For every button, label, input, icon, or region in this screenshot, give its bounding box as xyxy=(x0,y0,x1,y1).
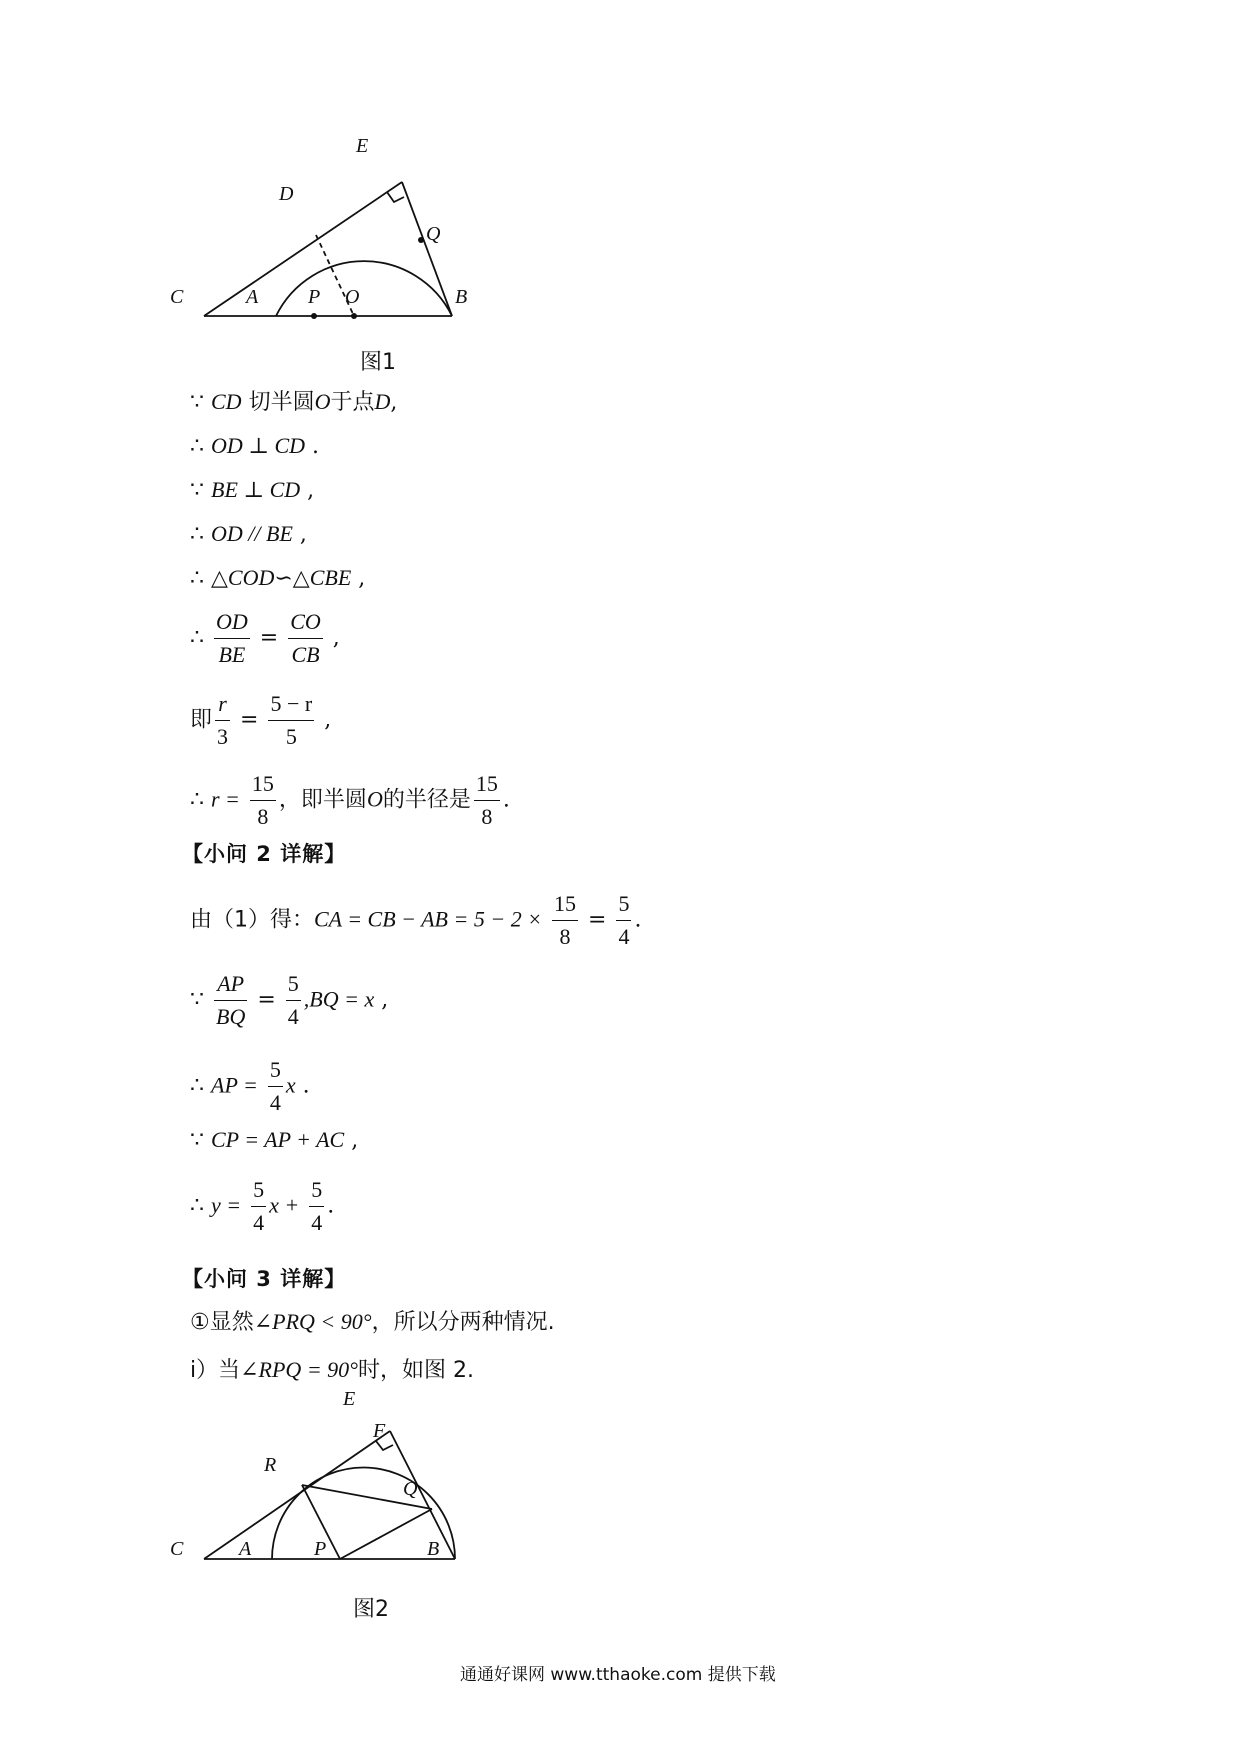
denominator: 4 xyxy=(311,1210,323,1235)
label-C: C xyxy=(170,286,184,308)
denominator: 8 xyxy=(559,924,571,949)
right-angle-mark-E xyxy=(376,1441,393,1450)
punct: . xyxy=(502,787,510,813)
therefore-symbol: ∴ xyxy=(190,522,204,547)
right-angle-mark-E xyxy=(387,192,404,202)
proof-line-1 xyxy=(190,388,397,417)
punct: . xyxy=(634,907,642,933)
label-R: R xyxy=(264,1454,277,1476)
label-A: A xyxy=(246,286,259,308)
text-see-figure-2: 时，如图 2. xyxy=(357,1358,474,1383)
math-CD: CD xyxy=(211,389,242,414)
math-CA-expression: CA = CB − AB = 5 − 2 × xyxy=(314,906,543,932)
fraction-15-8 xyxy=(552,890,578,951)
math-similar-triangles: △COD∽△CBE xyxy=(211,565,352,590)
label-F: F xyxy=(373,1420,386,1442)
numerator: 15 xyxy=(474,770,500,801)
point-P xyxy=(311,313,317,319)
fraction-5-4 xyxy=(616,890,631,951)
numerator: OD xyxy=(214,608,250,639)
math-r-equals: r = xyxy=(211,786,240,812)
numerator: r xyxy=(215,690,230,721)
therefore-symbol: ∴ xyxy=(190,787,204,813)
label-B: B xyxy=(427,1538,440,1560)
proof-line-15 xyxy=(190,1356,474,1385)
therefore-symbol: ∴ xyxy=(190,1193,204,1219)
fraction-15-8 xyxy=(250,770,276,831)
because-symbol: ∵ xyxy=(190,1128,204,1153)
denominator: CB xyxy=(291,642,320,667)
proof-line-9 xyxy=(190,890,641,951)
fraction-AP-BQ xyxy=(214,970,247,1031)
figure-2 xyxy=(170,1388,520,1585)
footer-watermark: 通通好课网 www.tthaoke.com 提供下载 xyxy=(460,1665,776,1685)
point-Q xyxy=(418,237,424,243)
fraction-CO-CB xyxy=(288,608,323,669)
denominator: 4 xyxy=(287,1004,299,1029)
label-C: C xyxy=(170,1538,184,1560)
punct: , xyxy=(358,566,366,591)
text-tangent: 切半圆 xyxy=(248,390,315,415)
label-E: E xyxy=(356,135,369,157)
text-at-point: 于点 xyxy=(330,390,375,415)
proof-line-2 xyxy=(190,432,319,461)
fraction-5-4-const xyxy=(309,1176,324,1237)
label-D: D xyxy=(279,183,294,205)
section-heading-3: 【小问 3 详解】 xyxy=(182,1267,347,1291)
equals: = xyxy=(257,987,276,1013)
fraction-5-4 xyxy=(268,1056,283,1117)
fraction-OD-BE xyxy=(214,608,250,669)
text-case-i: i）当 xyxy=(190,1358,241,1383)
fraction-15-8-result xyxy=(474,770,500,831)
math-angle-PRQ: ∠PRQ < 90° xyxy=(253,1309,372,1334)
math-O: O xyxy=(314,389,331,414)
text-obviously: ①显然 xyxy=(190,1310,254,1335)
proof-line-6 xyxy=(190,608,340,669)
math-AP-equals: AP = xyxy=(211,1072,258,1098)
math-CP-sum: CP = AP + AC xyxy=(211,1127,345,1152)
numerator: 5 xyxy=(268,1056,283,1087)
label-A: A xyxy=(239,1538,252,1560)
text-two-cases: ，所以分两种情况. xyxy=(371,1310,555,1335)
numerator: 5 xyxy=(251,1176,266,1207)
denominator: 4 xyxy=(253,1210,265,1235)
text-radius-intro: ，即半圆 xyxy=(278,787,367,813)
punct: , xyxy=(381,987,389,1013)
math-BQ-equals-x: ,BQ = x xyxy=(303,986,375,1012)
math-OD-parallel-BE: OD // BE xyxy=(211,521,293,546)
denominator: 8 xyxy=(481,804,493,829)
equals: = xyxy=(240,707,259,733)
denominator: BE xyxy=(218,642,246,667)
denominator: 3 xyxy=(217,724,229,749)
fraction-5-4 xyxy=(286,970,301,1031)
numerator: 5 xyxy=(616,890,631,921)
proof-line-13 xyxy=(190,1176,334,1237)
because-symbol: ∵ xyxy=(190,987,204,1013)
line-EB xyxy=(402,182,452,316)
proof-line-11 xyxy=(190,1056,310,1117)
math-x: x xyxy=(285,1072,296,1098)
denominator: 5 xyxy=(285,724,297,749)
proof-line-14 xyxy=(190,1308,555,1337)
because-symbol: ∵ xyxy=(190,390,204,415)
punct: . xyxy=(312,434,320,459)
line-PQ xyxy=(340,1509,432,1559)
equals: = xyxy=(259,625,279,651)
figure-2-caption: 图2 xyxy=(353,1597,389,1622)
punct: , xyxy=(332,625,340,651)
line-EB xyxy=(390,1431,455,1559)
figure-1-caption: 图1 xyxy=(360,350,396,375)
text-namely: 即 xyxy=(190,707,213,733)
math-x-plus: x + xyxy=(269,1192,300,1218)
because-symbol: ∵ xyxy=(190,478,204,503)
label-E: E xyxy=(343,1388,356,1410)
numerator: AP xyxy=(214,970,247,1001)
punct: , xyxy=(390,390,398,415)
proof-line-8 xyxy=(190,770,510,831)
therefore-symbol: ∴ xyxy=(190,566,204,591)
numerator: 5 xyxy=(286,970,301,1001)
punct: , xyxy=(299,522,307,547)
math-y-equals: y = xyxy=(211,1192,242,1218)
denominator: 4 xyxy=(269,1090,281,1115)
math-BE-perp-CD: BE ⊥ CD xyxy=(211,477,301,502)
fraction-5-4 xyxy=(251,1176,266,1237)
numerator: 5 xyxy=(309,1176,324,1207)
punct: . xyxy=(302,1073,310,1099)
label-Q: Q xyxy=(403,1478,418,1500)
denominator: 8 xyxy=(257,804,269,829)
fraction-5-minus-r-over-5 xyxy=(268,690,314,751)
punct: , xyxy=(351,1128,359,1153)
proof-line-5 xyxy=(190,564,365,593)
therefore-symbol: ∴ xyxy=(190,434,204,459)
equals: = xyxy=(588,907,607,933)
label-B: B xyxy=(455,286,468,308)
punct: , xyxy=(324,707,332,733)
proof-line-3 xyxy=(190,476,314,505)
figure-2-diagram xyxy=(170,1388,520,1585)
section-heading-2: 【小问 2 详解】 xyxy=(182,842,347,866)
fraction-r-3 xyxy=(215,690,230,751)
figure-1-diagram xyxy=(170,135,540,340)
proof-line-4 xyxy=(190,520,307,549)
label-P: P xyxy=(314,1538,327,1560)
therefore-symbol: ∴ xyxy=(190,1073,204,1099)
math-OD-perp-CD: OD ⊥ CD xyxy=(211,433,306,458)
numerator: 5 − r xyxy=(268,690,314,721)
punct: , xyxy=(307,478,315,503)
point-O xyxy=(351,313,357,319)
label-O: O xyxy=(345,286,360,308)
label-Q: Q xyxy=(426,223,441,245)
math-angle-RPQ: ∠RPQ = 90° xyxy=(240,1357,358,1382)
math-O: O xyxy=(366,786,383,812)
punct: . xyxy=(327,1193,335,1219)
proof-line-7 xyxy=(190,690,331,751)
text-from-part-1: 由（1）得： xyxy=(190,907,314,933)
numerator: 15 xyxy=(250,770,276,801)
numerator: CO xyxy=(288,608,323,639)
text-radius-is: 的半径是 xyxy=(382,787,471,813)
denominator: BQ xyxy=(216,1004,246,1029)
proof-line-12 xyxy=(190,1126,358,1155)
proof-line-10 xyxy=(190,970,388,1031)
label-P: P xyxy=(308,286,321,308)
semicircle-O xyxy=(276,261,452,316)
numerator: 15 xyxy=(552,890,578,921)
therefore-symbol: ∴ xyxy=(190,625,204,651)
line-CE xyxy=(204,182,402,316)
math-D: D xyxy=(374,389,391,414)
figure-1 xyxy=(170,135,540,340)
denominator: 4 xyxy=(618,924,630,949)
